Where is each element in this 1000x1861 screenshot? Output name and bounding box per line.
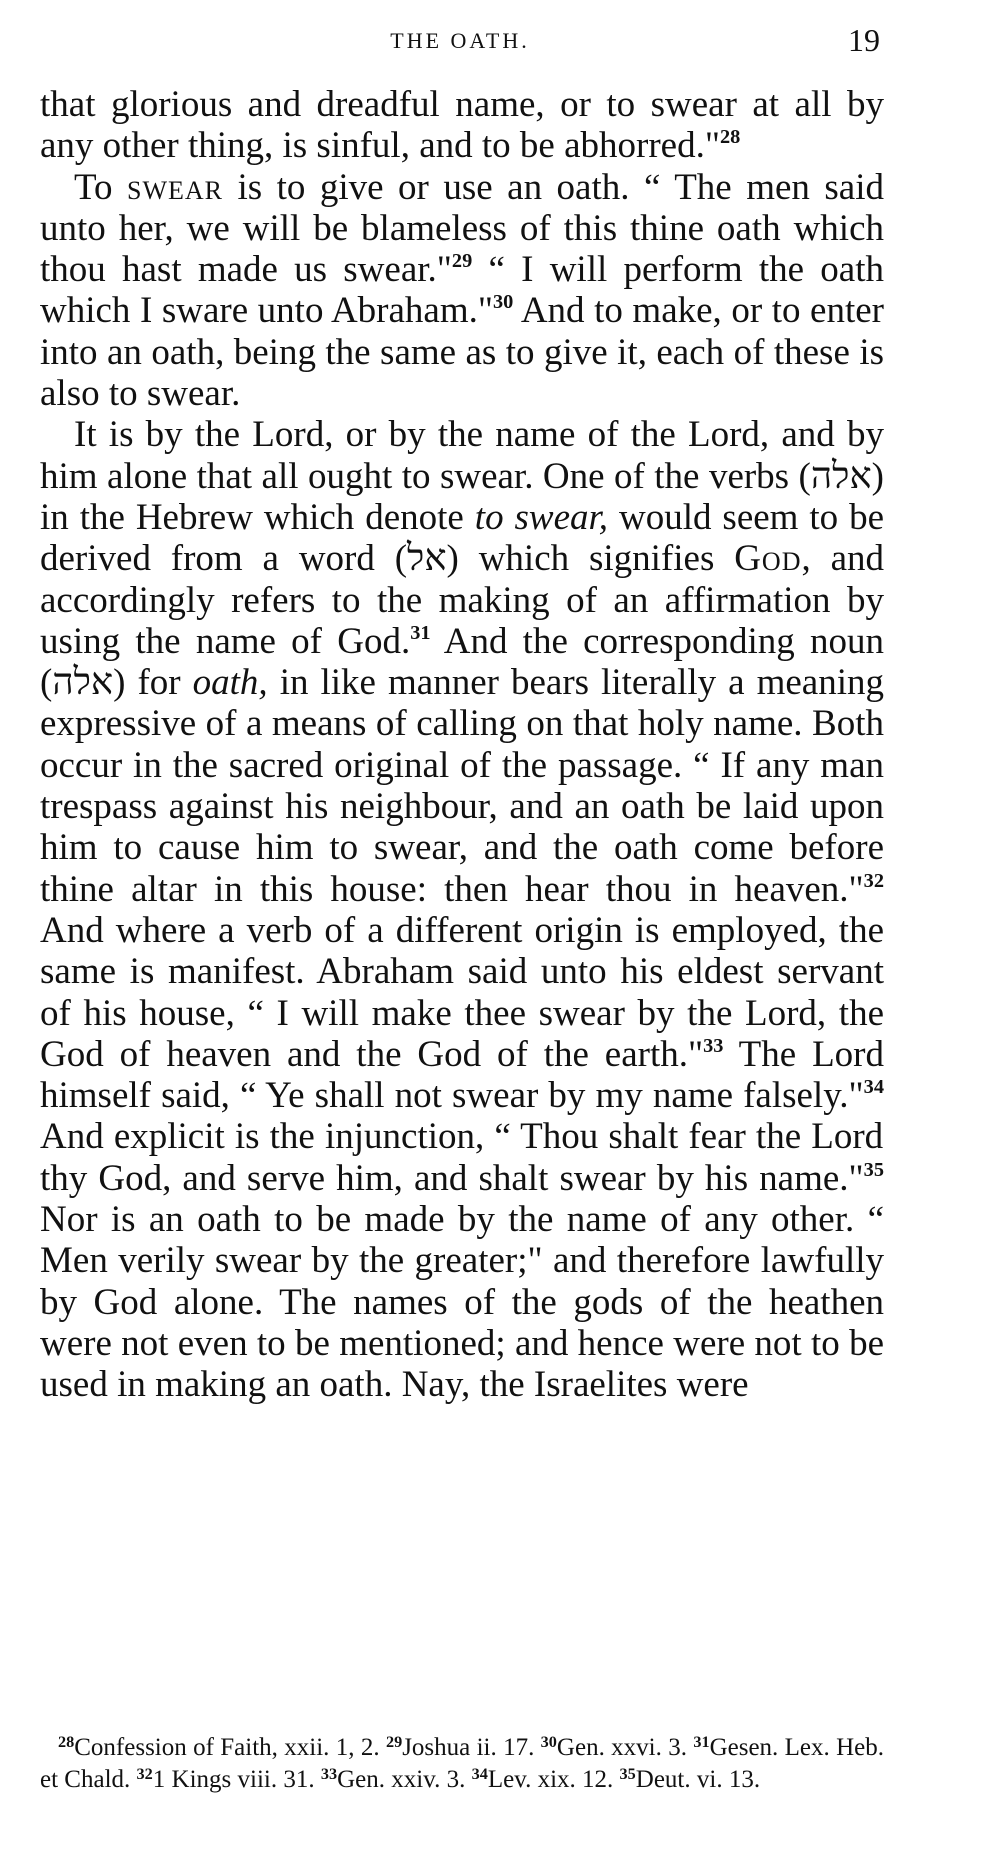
footnote-ref: 29 (451, 249, 473, 272)
italic-term: oath, (192, 662, 268, 704)
text-run: Nor is an oath to be made by the name of any other. “ Men verily swear by the greater;" and therefore lawfully by God alone. The names of the gods of the heathen were not even to be mentioned; and hence were not to be used in making an oath. Nay, the Israelites were (40, 1199, 884, 1406)
page-header (40, 22, 880, 62)
text-run: And to make, or to enter into an oath, being the same as to give it, each of these is also to swear. (40, 290, 884, 415)
footnote-mark: 29 (385, 1732, 403, 1751)
page-number: 19 (848, 22, 880, 58)
small-caps-term: swear (127, 166, 223, 208)
text-run: would seem to be derived from a word (אל) which signifies (40, 496, 885, 580)
footnote-text: 1 Kings viii. 31. (152, 1766, 321, 1793)
footnote-mark: 28 (58, 1732, 75, 1751)
footnote-mark: 33 (320, 1764, 338, 1783)
footnote-mark: 31 (693, 1732, 710, 1751)
paragraph-swear-definition (40, 167, 884, 415)
italic-term: to swear, (474, 496, 609, 538)
footnote-ref: 28 (719, 126, 741, 149)
running-title: THE OATH. (390, 28, 530, 53)
main-text (40, 84, 884, 1406)
footnote-ref: 31 (410, 621, 431, 644)
paragraph-by-the-lord (40, 414, 884, 1405)
text-run: is to give or use an oath. “ The men said unto her, we will be blameless of this thine oath which thou hast made us swear." (40, 166, 884, 291)
text-run: in like manner bears literally a meaning expressive of a means of calling on that holy name. Both occur in the sacred original of the passage. “ If any man trespass against his neighbour, and an oath be laid upon him to cause him to swear, and the oath come before thine altar in this house: then hear thou in heaven." (40, 662, 884, 910)
footnote-mark: 35 (619, 1764, 636, 1783)
footnote-ref: 34 (863, 1075, 884, 1098)
footnote-text: Gen. xxiv. 3. (337, 1766, 472, 1793)
footnote-text: Joshua ii. 17. (402, 1734, 541, 1761)
footnote-ref: 30 (492, 291, 514, 314)
footnote-text: Gesen. Lex. Heb. et Chald. (40, 1734, 884, 1793)
footnote-text: Confession of Faith, xxii. 1, 2. (74, 1734, 386, 1761)
text-run: And where a verb of a different origin is employed, the same is manifest. Abraham said unto his eldest servant of his house, “ I will make thee swear by the Lord, the God of heaven and the God of the earth." (40, 909, 884, 1075)
footnote-mark: 34 (471, 1764, 488, 1783)
footnote-text: Gen. xxvi. 3. (556, 1734, 694, 1761)
footnotes (40, 1732, 884, 1796)
footnote-text: Lev. xix. 12. (487, 1766, 620, 1793)
footnote-text: Deut. vi. 13. (635, 1766, 761, 1793)
footnote-ref: 33 (703, 1034, 724, 1057)
text-run: And explicit is the injunction, “ Thou shalt fear the Lord thy God, and serve him, and shalt swear by his name." (40, 1116, 884, 1199)
text-run: The Lord himself said, “ Ye shall not swear by my name falsely." (40, 1033, 884, 1117)
footnote-ref: 35 (863, 1158, 884, 1181)
small-caps-term: God (734, 538, 802, 580)
footnote-mark: 30 (540, 1732, 557, 1751)
footnote-list (40, 1732, 884, 1796)
text-run: It is by the Lord, or by the name of the Lord, and by him alone that all ought to swear. One of the verbs (אלה) in the Hebrew which denote (40, 414, 884, 538)
text-run: , and accordingly refers to the making of an affirmation by using the name of God. (40, 538, 884, 662)
text-run: “ I will perform the oath which I sware unto Abraham." (40, 249, 884, 332)
text-run: To (74, 166, 127, 208)
paragraph-continuation (40, 84, 884, 167)
text-run: that glorious and dreadful name, or to swear at all by any other thing, is sinful, and to be abhorred." (40, 84, 884, 167)
text-run: And the corresponding noun (אלה) for (40, 620, 884, 704)
footnote-mark: 32 (136, 1764, 153, 1783)
footnote-ref: 32 (863, 869, 884, 892)
